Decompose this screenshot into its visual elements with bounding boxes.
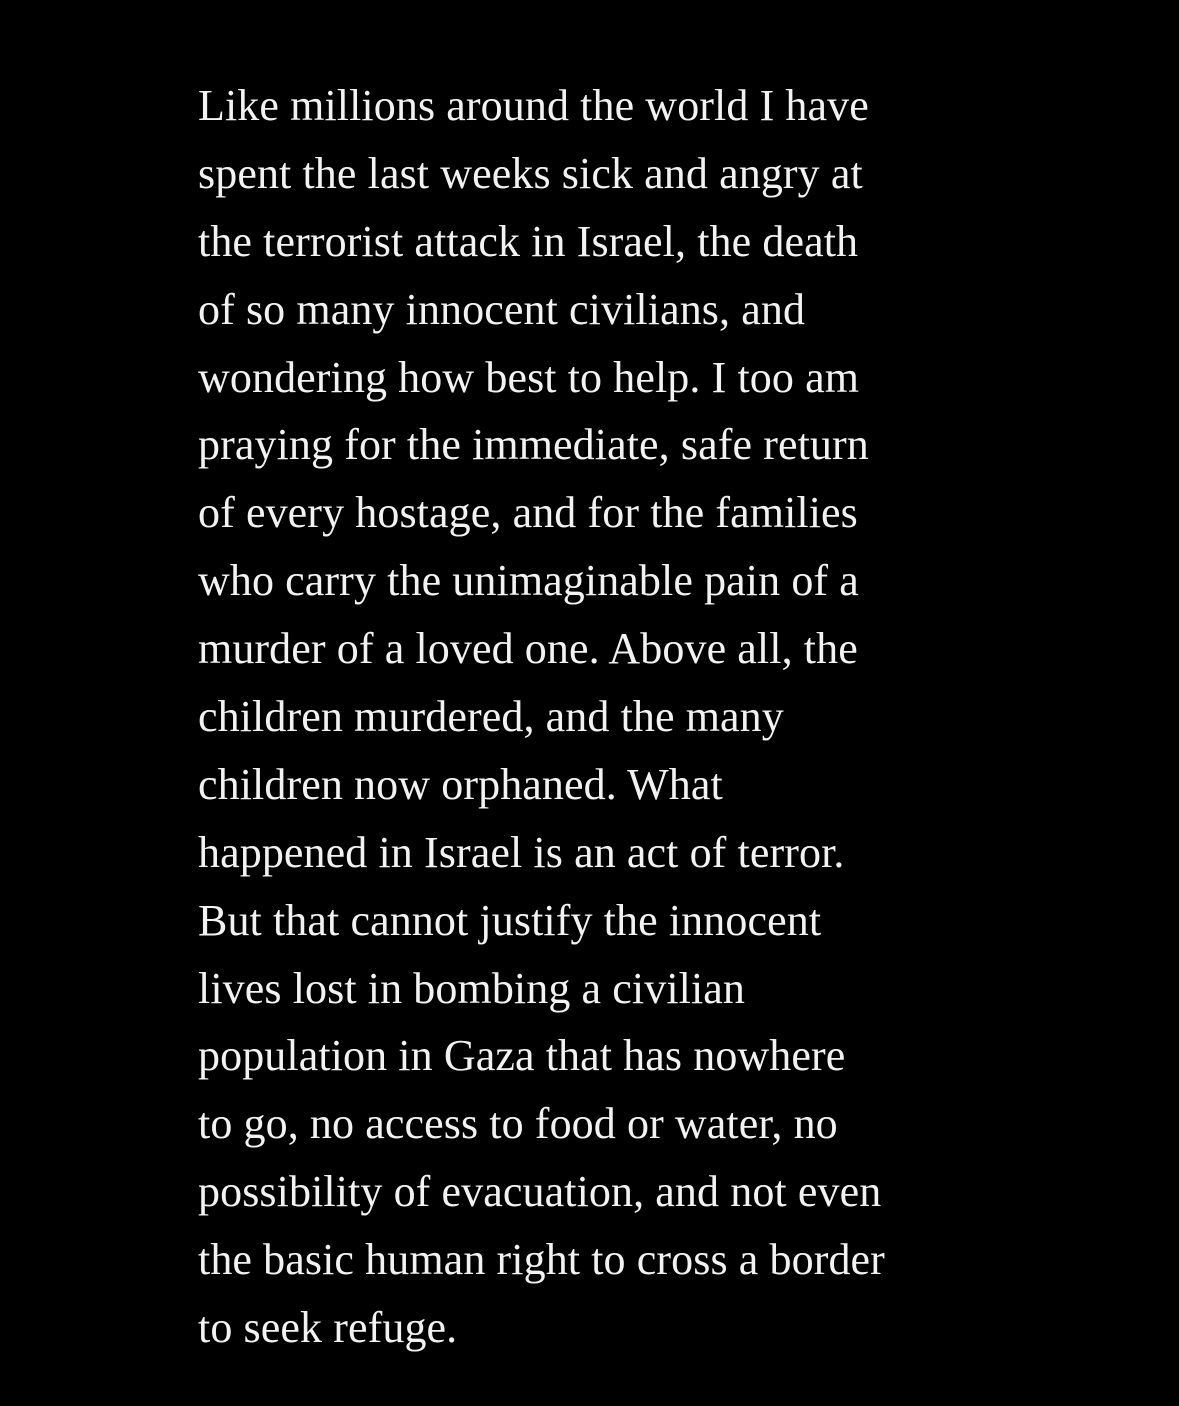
statement-line: possibility of evacuation, and not even xyxy=(198,1167,882,1217)
statement-line: to seek refuge. xyxy=(198,1303,458,1353)
statement-line: children now orphaned. What xyxy=(198,759,723,809)
statement-line: lives lost in bombing a civilian xyxy=(198,963,746,1013)
statement-line: murder of a loved one. Above all, the xyxy=(198,624,858,674)
statement-line: spent the last weeks sick and angry at xyxy=(198,148,863,198)
statement-line: praying for the immediate, safe return xyxy=(198,420,869,470)
statement-text-block xyxy=(198,72,1098,1362)
statement-line: to go, no access to food or water, no xyxy=(198,1099,838,1149)
statement-line: who carry the unimaginable pain of a xyxy=(198,556,859,606)
statement-line: of every hostage, and for the families xyxy=(198,488,858,538)
statement-line: the basic human right to cross a border xyxy=(198,1235,885,1285)
statement-line: But that cannot justify the innocent xyxy=(198,895,822,945)
statement-line: population in Gaza that has nowhere xyxy=(198,1031,846,1081)
statement-line: of so many innocent civilians, and xyxy=(198,284,806,334)
statement-line: happened in Israel is an act of terror. xyxy=(198,827,845,877)
statement-line: children murdered, and the many xyxy=(198,692,784,742)
statement-line: Like millions around the world I have xyxy=(198,81,869,130)
statement-line: wondering how best to help. I too am xyxy=(198,352,860,402)
statement-line: the terrorist attack in Israel, the death xyxy=(198,216,859,266)
